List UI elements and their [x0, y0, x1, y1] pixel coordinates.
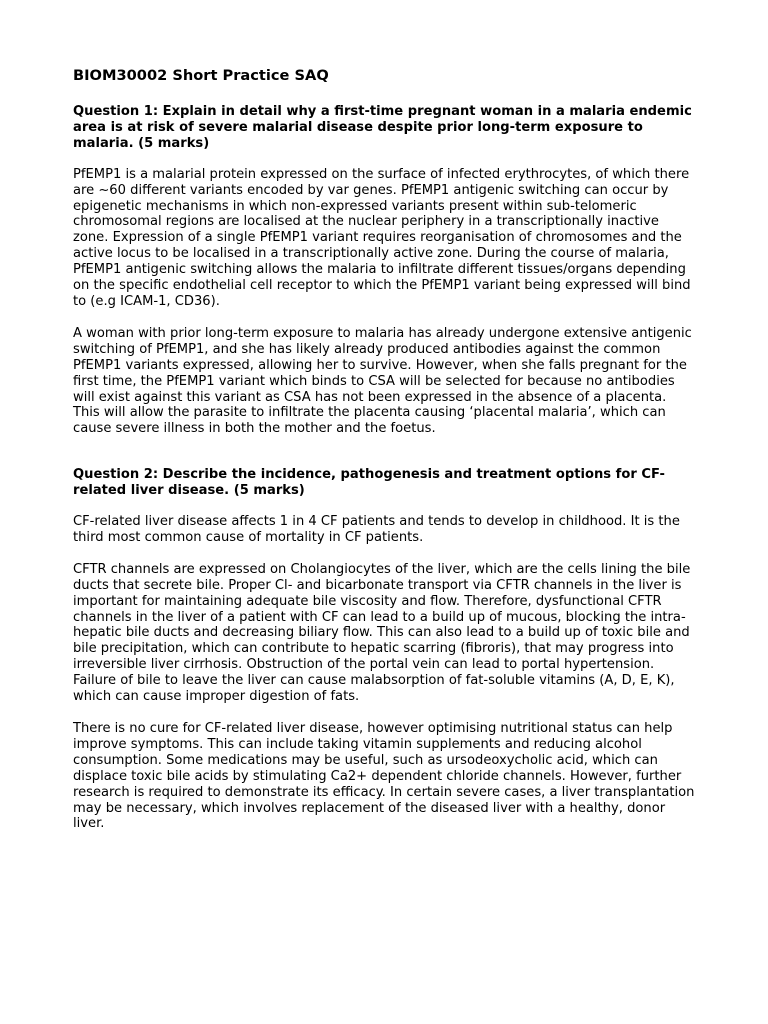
- question-1-heading: Question 1: Explain in detail why a first-time pregnant woman in a malaria endemic area is at risk of severe malarial disease despite prior long-term exposure to malaria. (5 marks): [73, 104, 692, 151]
- question-1-answer-paragraph-1: PfEMP1 is a malarial protein expressed on the surface of infected erythrocytes, of which there are ~60 different variants encoded by var genes. PfEMP1 antigenic switching can occur by epigenetic mechanisms in which non-expressed variants present within sub-telomeric chromosomal regions are localised at the nuclear periphery in a transcriptionally inactive zone. Expression of a single PfEMP1 variant requires reorganisation of chromosomes and the active locus to be localised in a transcriptionally active zone. During the course of malaria, PfEMP1 antigenic switching allows the malaria to infiltrate different tissues/organs depending on the specific endothelial cell receptor to which the PfEMP1 variant being expressed will bind to (e.g ICAM-1, CD36).: [73, 166, 691, 309]
- document-page: [73, 67, 697, 848]
- section-spacer: [73, 453, 697, 467]
- question-1-answer-paragraph-2: A woman with prior long-term exposure to malaria has already undergone extensive antigenic switching of PfEMP1, and she has likely already produced antibodies against the common PfEMP1 variants expressed, allowing her to survive. However, when she falls pregnant for the first time, the PfEMP1 variant which binds to CSA will be selected for because no antibodies will exist against this variant as CSA has not been expressed in the absence of a placenta. This will allow the parasite to infiltrate the placenta causing ‘placental malaria’, which can cause severe illness in both the mother and the foetus.: [73, 325, 692, 437]
- question-2-answer-paragraph-2: CFTR channels are expressed on Cholangiocytes of the liver, which are the cells lining the bile ducts that secrete bile. Proper Cl- and bicarbonate transport via CFTR channels in the liver is important for maintaining adequate bile viscosity and flow. Therefore, dysfunctional CFTR channels in the liver of a patient with CF can lead to a build up of mucous, blocking the intra-hepatic bile ducts and decreasing biliary flow. This can also lead to a build up of toxic bile and bile precipitation, which can contribute to hepatic scarring (fibroris), that may progress into irreversible liver cirrhosis. Obstruction of the portal vein can lead to portal hypertension. Failure of bile to leave the liver can cause malabsorption of fat-soluble vitamins (A, D, E, K), which can cause improper digestion of fats.: [73, 561, 691, 705]
- question-2-answer-paragraph-1: CF-related liver disease affects 1 in 4 CF patients and tends to develop in childhood. It is the third most common cause of mortality in CF patients.: [73, 514, 680, 545]
- document-title: BIOM30002 Short Practice SAQ: [73, 67, 329, 84]
- question-2-answer-paragraph-3: There is no cure for CF-related liver disease, however optimising nutritional status can help improve symptoms. This can include taking vitamin supplements and reducing alcohol consumption. Some medications may be useful, such as ursodeoxycholic acid, which can displace toxic bile acids by stimulating Ca2+ dependent chloride channels. However, further research is required to demonstrate its efficacy. In certain severe cases, a liver transplantation may be necessary, which involves replacement of the diseased liver with a healthy, donor liver.: [73, 721, 695, 832]
- question-2-heading: Question 2: Describe the incidence, pathogenesis and treatment options for CF-related liver disease. (5 marks): [73, 467, 665, 499]
